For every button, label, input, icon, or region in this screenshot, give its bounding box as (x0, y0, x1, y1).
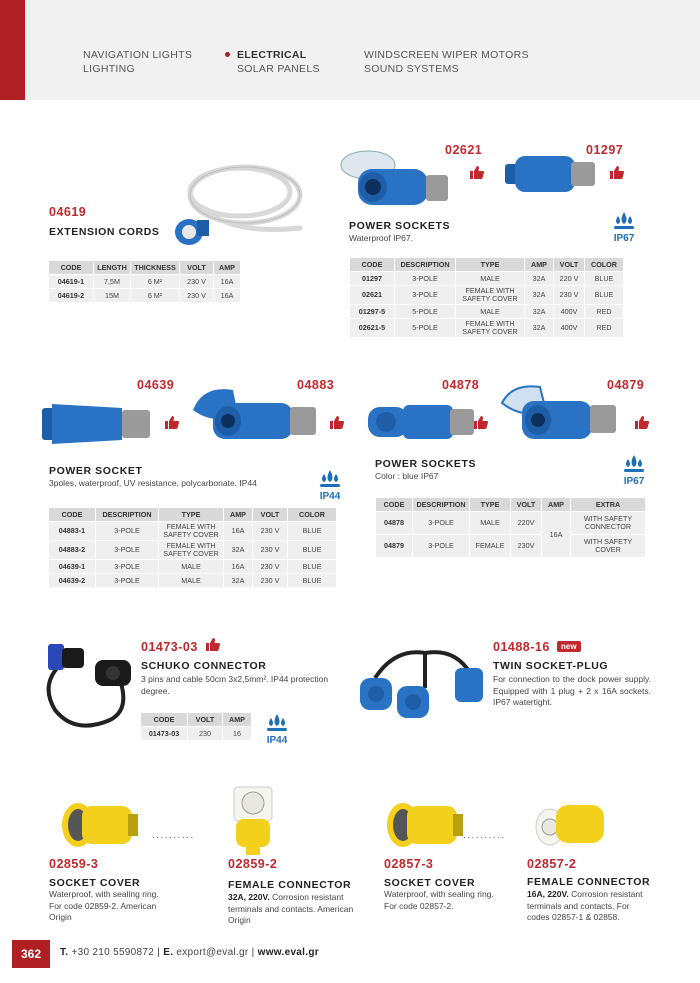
table-cell: 220V (511, 512, 541, 534)
power-socket-04639-image (42, 398, 157, 450)
table-cell: 04619-2 (49, 289, 93, 302)
product-code-a: 02621 (445, 143, 483, 157)
power-sockets-table (375, 497, 646, 558)
power-socket-04883-image (188, 385, 323, 445)
table-cell: BLUE (585, 286, 623, 304)
table-cell: 04878 (376, 512, 412, 534)
description-text: Waterproof, with sealing ring. For code 02859-2. American Origin (49, 889, 159, 922)
column-header: CODE (350, 258, 394, 271)
column-header: DESCRIPTION (413, 498, 469, 511)
column-header: CODE (141, 713, 187, 726)
thumbs-up-icon (330, 416, 344, 429)
table-cell: 32A (525, 305, 553, 318)
table-cell: 230 V (180, 275, 213, 288)
table-cell: 15M (94, 289, 130, 302)
product-code: 01473-03 (141, 640, 198, 654)
website-link[interactable]: www.eval.gr (257, 947, 319, 958)
table-cell: 04639-2 (49, 574, 95, 587)
table-cell: 230 (188, 727, 222, 740)
table-cell: 3-POLE (96, 574, 158, 587)
table-cell: 04639-1 (49, 560, 95, 573)
column-header: THICKNESS (131, 261, 179, 274)
extension-cord-image (165, 140, 310, 250)
table-row (49, 574, 336, 587)
schuko-connector-image (40, 640, 140, 735)
product-title: SOCKET COVER (49, 877, 141, 889)
product-title: FEMALE CONNECTOR (527, 876, 651, 888)
ip-label: IP67 (623, 476, 645, 487)
table-cell: FEMALE (470, 535, 510, 557)
extension-cords-table (48, 260, 241, 303)
table-header-row (350, 258, 623, 271)
table-header-row (49, 261, 240, 274)
description-text: Corrosion resistant terminals and contacts. For codes 02857-1 & 02858. (527, 889, 643, 922)
table-cell: 230V (511, 535, 541, 557)
table-cell: 230 V (180, 289, 213, 302)
ip67-badge (620, 455, 648, 489)
table-cell: 01297 (350, 272, 394, 285)
product-title: EXTENSION CORDS (49, 226, 160, 238)
nav-active-dot (225, 52, 230, 57)
separator: | (251, 947, 255, 958)
column-header: TYPE (470, 498, 510, 511)
table-row (141, 727, 251, 740)
ip-label: IP44 (319, 491, 341, 502)
power-socket-04879-image (500, 383, 620, 445)
female-connector-02857-2-image (534, 795, 609, 850)
description-text: Waterproof, with sealing ring. For code 02857-2. (384, 889, 494, 911)
column-header: DESCRIPTION (395, 258, 455, 271)
table-cell: MALE (159, 560, 223, 573)
product-description: For connection to the dock power supply. Equipped with 1 plug + 2 x 16A sockets. IP67 watertight. (493, 674, 651, 707)
power-socket-02621-image (338, 145, 458, 215)
table-cell: 6 M² (131, 275, 179, 288)
socket-cover-02857-3-image (385, 800, 470, 850)
nav-electrical[interactable]: ELECTRICAL (237, 49, 307, 61)
table-row (49, 522, 336, 540)
table-cell: 5-POLE (395, 319, 455, 337)
table-cell: RED (585, 319, 623, 337)
table-cell: 7,5M (94, 275, 130, 288)
table-cell: 01297-5 (350, 305, 394, 318)
ip-label: IP44 (266, 735, 288, 746)
table-cell: RED (585, 305, 623, 318)
column-header: AMP (525, 258, 553, 271)
description-text: Corrosion resistant terminals and contacts. American Origin (228, 892, 354, 925)
product-code: 01488-16 (493, 640, 550, 654)
column-header: EXTRA (571, 498, 645, 511)
table-cell: 3-POLE (96, 560, 158, 573)
nav-col-2 (237, 48, 320, 76)
table-cell: 230 V (554, 286, 584, 304)
phone-label: T. (60, 947, 69, 958)
product-code-b: 04883 (297, 378, 335, 392)
table-cell: FEMALE WITH SAFETY COVER (456, 319, 524, 337)
table-cell: 400V (554, 305, 584, 318)
column-header: CODE (49, 261, 93, 274)
table-cell: 16A (214, 289, 240, 302)
table-cell: MALE (470, 512, 510, 534)
email-link[interactable]: export@eval.gr (176, 947, 249, 958)
table-cell: MALE (456, 305, 524, 318)
nav-windscreen-wiper-motors[interactable]: WINDSCREEN WIPER MOTORS (364, 49, 529, 61)
table-row (49, 560, 336, 573)
product-title: SOCKET COVER (384, 877, 476, 889)
email-label: E. (163, 947, 174, 958)
product-code: 02859-2 (228, 857, 278, 871)
table-cell: 400V (554, 319, 584, 337)
table-cell: 01473-03 (141, 727, 187, 740)
column-header: AMP (214, 261, 240, 274)
product-title: POWER SOCKETS (349, 220, 451, 232)
nav-navigation-lights[interactable]: NAVIGATION LIGHTS (83, 49, 193, 61)
table-cell: 32A (224, 541, 252, 559)
column-header: CODE (49, 508, 95, 521)
column-header: AMP (223, 713, 251, 726)
table-header-row (376, 498, 645, 511)
table-cell: 16A (214, 275, 240, 288)
table-cell: BLUE (288, 574, 336, 587)
thumbs-up-icon (165, 416, 179, 429)
product-title: TWIN SOCKET-PLUG (493, 660, 609, 672)
table-row (350, 286, 623, 304)
separator: | (157, 947, 161, 958)
table-cell: 04879 (376, 535, 412, 557)
table-cell: 230 V (253, 522, 287, 540)
ip67-badge (610, 212, 638, 246)
product-code-b: 01297 (586, 143, 624, 157)
table-cell: 220 V (554, 272, 584, 285)
power-socket-04878-image (368, 395, 478, 447)
table-cell: 230 V (253, 574, 287, 587)
table-cell: BLUE (288, 522, 336, 540)
table-header-row (49, 508, 336, 521)
column-header: VOLT (554, 258, 584, 271)
product-description (49, 889, 159, 924)
new-badge: new (557, 641, 581, 652)
product-description (228, 892, 358, 927)
nav-sound-systems[interactable]: SOUND SYSTEMS (364, 63, 459, 75)
product-code-a: 04878 (442, 378, 480, 392)
dotted-connector-line: .......... (152, 830, 195, 841)
column-header: LENGTH (94, 261, 130, 274)
column-header: AMP (224, 508, 252, 521)
product-code-a: 04639 (137, 378, 175, 392)
dotted-connector-line: .......... (463, 830, 506, 841)
table-cell: 230 V (253, 541, 287, 559)
product-code: 04619 (49, 205, 87, 219)
twin-socket-plug-image (355, 628, 490, 723)
water-drops-icon (613, 212, 635, 232)
table-row (350, 272, 623, 285)
phone-number[interactable]: +30 210 5590872 (71, 947, 155, 958)
table-cell: BLUE (288, 560, 336, 573)
nav-col-3 (364, 48, 529, 76)
product-description: 3poles, waterproof, UV resistance, polycarbonate. IP44 (49, 478, 257, 488)
product-description (384, 889, 494, 912)
table-cell: 04883-2 (49, 541, 95, 559)
nav-solar-panels[interactable]: SOLAR PANELS (237, 63, 320, 75)
table-cell: 3-POLE (413, 512, 469, 534)
table-cell: 5-POLE (395, 305, 455, 318)
table-cell: MALE (456, 272, 524, 285)
water-drops-icon (319, 470, 341, 490)
table-cell: BLUE (288, 541, 336, 559)
table-cell: FEMALE WITH SAFETY COVER (159, 541, 223, 559)
footer-contact (60, 947, 319, 958)
column-header: VOLT (180, 261, 213, 274)
column-header: COLOR (585, 258, 623, 271)
column-header: VOLT (253, 508, 287, 521)
product-code: 02857-2 (527, 857, 577, 871)
nav-lighting[interactable]: LIGHTING (83, 63, 135, 75)
socket-cover-02859-3-image (60, 800, 145, 850)
table-cell: 3-POLE (395, 272, 455, 285)
table-cell: FEMALE WITH SAFETY COVER (456, 286, 524, 304)
product-code: 02859-3 (49, 857, 99, 871)
column-header: TYPE (456, 258, 524, 271)
product-description: Waterproof IP67. (349, 233, 413, 243)
thumbs-up-icon (610, 166, 624, 179)
thumbs-up-icon (635, 416, 649, 429)
female-connector-02859-2-image (228, 783, 278, 858)
schuko-table (140, 712, 252, 741)
table-cell: WITH SAFETY COVER (571, 535, 645, 557)
ip-label: IP67 (613, 233, 635, 244)
table-header-row (141, 713, 251, 726)
column-header: CODE (376, 498, 412, 511)
table-cell: 3-POLE (96, 541, 158, 559)
table-row (350, 319, 623, 337)
water-drops-icon (623, 455, 645, 475)
description-bold: 32A, 220V. (228, 892, 270, 902)
table-row (49, 289, 240, 302)
table-cell: MALE (159, 574, 223, 587)
table-cell: 16A (224, 522, 252, 540)
table-cell: FEMALE WITH SAFETY COVER (159, 522, 223, 540)
table-row (376, 512, 645, 534)
product-title: POWER SOCKETS (375, 458, 477, 470)
table-cell: 16 (223, 727, 251, 740)
header-red-tab (0, 0, 25, 100)
product-code-b: 04879 (607, 378, 645, 392)
column-header: VOLT (188, 713, 222, 726)
table-cell: WITH SAFETY CONNECTOR (571, 512, 645, 534)
table-cell: 04883-1 (49, 522, 95, 540)
thumbs-up-icon (474, 416, 488, 429)
water-drops-icon (266, 714, 288, 734)
product-description: 3 pins and cable 50cm 3x2,5mm². IP44 protection degree. (141, 674, 329, 696)
description-bold: 16A, 220V. (527, 889, 569, 899)
table-cell: 3-POLE (413, 535, 469, 557)
table-cell: 6 M² (131, 289, 179, 302)
nav-col-1 (83, 48, 192, 76)
thumbs-up-icon (470, 166, 484, 179)
table-cell: 32A (525, 319, 553, 337)
ip44-badge (263, 714, 291, 748)
column-header: DESCRIPTION (96, 508, 158, 521)
table-cell: 3-POLE (395, 286, 455, 304)
product-description (527, 889, 652, 924)
product-description: Color : blue IP67 (375, 471, 439, 481)
table-row (376, 535, 645, 557)
product-title: POWER SOCKET (49, 465, 143, 477)
page-number: 362 (12, 940, 50, 968)
column-header: VOLT (511, 498, 541, 511)
table-cell: 16A (224, 560, 252, 573)
table-row (49, 541, 336, 559)
thumbs-up-icon (206, 638, 220, 651)
product-title: SCHUKO CONNECTOR (141, 660, 267, 672)
table-cell: BLUE (585, 272, 623, 285)
product-code: 02857-3 (384, 857, 434, 871)
column-header: COLOR (288, 508, 336, 521)
column-header: AMP (542, 498, 570, 511)
table-cell: 230 V (253, 560, 287, 573)
table-cell: 16A (542, 512, 570, 557)
table-cell: 32A (525, 272, 553, 285)
column-header: TYPE (159, 508, 223, 521)
ip44-badge (316, 470, 344, 504)
table-cell: 04619-1 (49, 275, 93, 288)
table-row (350, 305, 623, 318)
power-socket-table (48, 507, 337, 588)
table-row (49, 275, 240, 288)
table-cell: 32A (224, 574, 252, 587)
power-sockets-table (349, 257, 624, 338)
table-cell: 32A (525, 286, 553, 304)
table-cell: 3-POLE (96, 522, 158, 540)
table-cell: 02621 (350, 286, 394, 304)
product-title: FEMALE CONNECTOR (228, 879, 352, 891)
table-cell: 02621-5 (350, 319, 394, 337)
